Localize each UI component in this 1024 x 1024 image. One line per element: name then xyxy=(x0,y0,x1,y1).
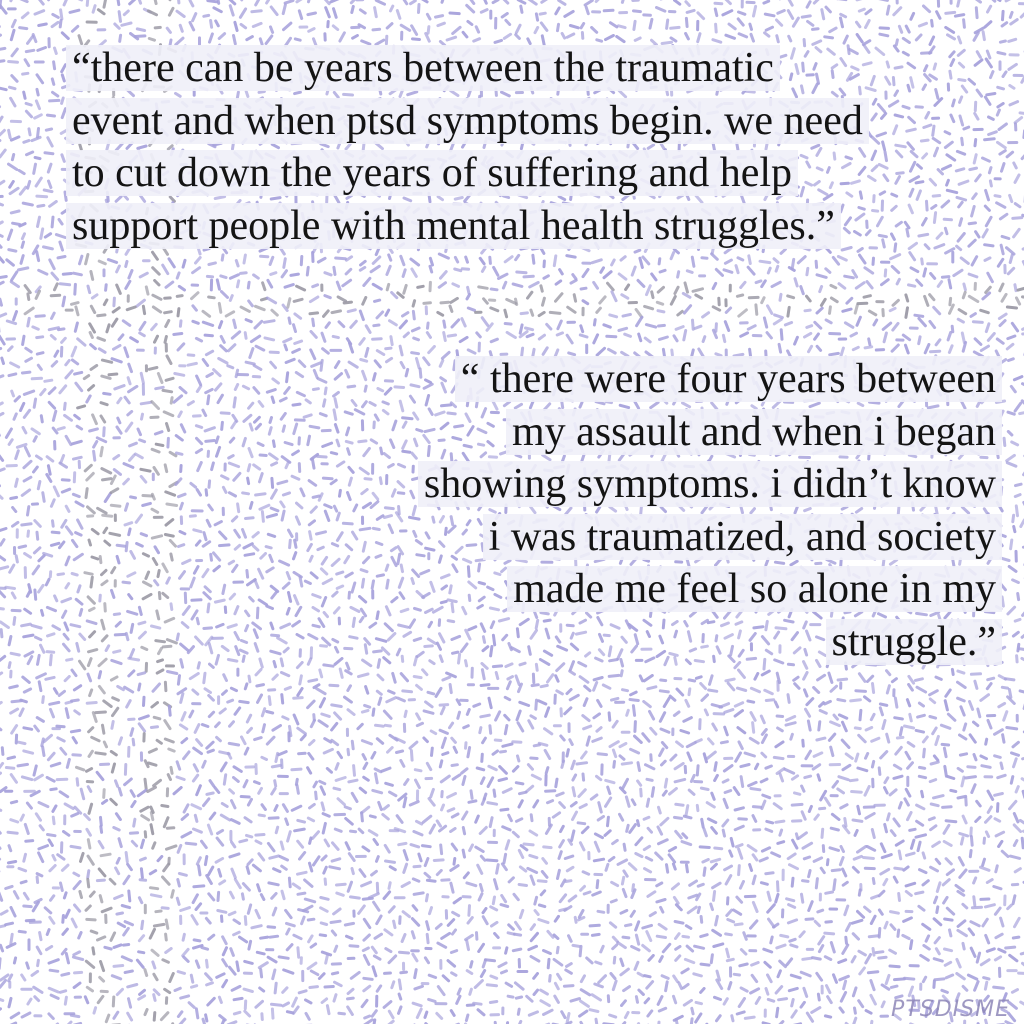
quote-bottom-line: showing symptoms. i didn’t know xyxy=(362,458,1002,511)
quote-top-line: support people with mental health struggles.” xyxy=(66,200,966,253)
quote-bottom-line: struggle.” xyxy=(362,616,1002,669)
quote-bottom-line: my assault and when i began xyxy=(362,406,1002,459)
quote-top-line: to cut down the years of suffering and help xyxy=(66,147,966,200)
quote-top-line: event and when ptsd symptoms begin. we need xyxy=(66,95,966,148)
quote-bottom xyxy=(362,353,1002,668)
quote-bottom-line: “ there were four years between xyxy=(362,353,1002,406)
watermark-signature: PTSDISME xyxy=(891,997,1010,1022)
quote-bottom-line: i was traumatized, and society xyxy=(362,511,1002,564)
quote-bottom-line: made me feel so alone in my xyxy=(362,563,1002,616)
quote-top xyxy=(66,42,966,252)
quote-top-line: “there can be years between the traumatic xyxy=(66,42,966,95)
